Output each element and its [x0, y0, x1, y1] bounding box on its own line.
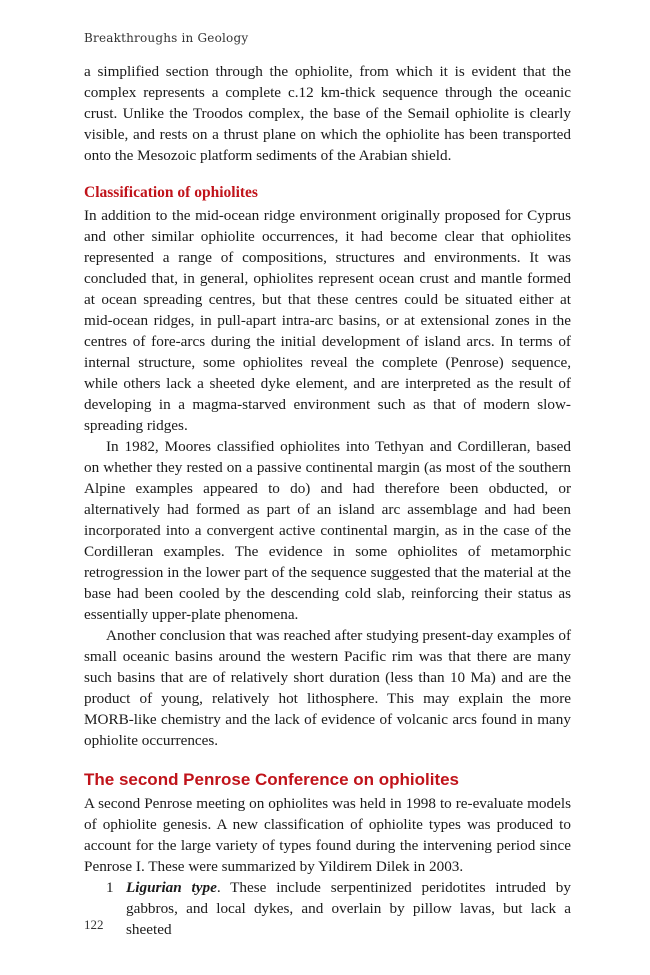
list-text: . These include serpentinized peridotites intruded by gabbros, and local dykes, and overlain by pillow lavas, but lack a sheeted [126, 879, 571, 938]
paragraph: Another conclusion that was reached after studying present-day examples of small oceanic basins around the western Pacific rim was that there are many such basins that are of relatively short duration (less than 10 Ma) and are the product of young, relatively hot lithosphere. This may explain the more MORB-like chemistry and the lack of evidence of volcanic arcs found in many ophiolite occurrences. [84, 627, 571, 749]
running-head: Breakthroughs in Geology [84, 31, 249, 45]
opening-paragraph: a simplified section through the ophiolite, from which it is evident that the complex represents a complete c.12 km-thick sequence through the oceanic crust. Unlike the Troodos complex, the base of the Semail ophiolite is clearly visible, and rests on a thrust plane on which the ophiolite has been transported onto the Mesozoic platform sediments of the Arabian shield. [84, 63, 571, 164]
page-number: 122 [84, 917, 104, 932]
paragraph: A second Penrose meeting on ophiolites was held in 1998 to re-evaluate models of ophiolite genesis. A new classification of ophiolite types was produced to account for the large variety of types found during the intervening period since Penrose I. These were summarized by Yildirem Dilek in 2003. [84, 795, 571, 875]
paragraph: In 1982, Moores classified ophiolites into Tethyan and Cordilleran, based on whether they rested on a passive continental margin (as most of the southern Alpine examples appeared to do) and had therefore been obducted, or alternatively had formed as part of an island arc assemblage and had been incorporated into a convergent active continental margin, as in the case of the Cordilleran examples. The evidence in some ophiolites of metamorphic retrogression in the lower part of the sequence suggested that the material at the base had been cooled by the descending cold slab, reinforcing their status as essentially upper-plate phenomena. [84, 438, 571, 623]
list-term: Ligurian type [126, 879, 217, 896]
subsection-heading: Classification of ophiolites [84, 184, 258, 201]
section-heading: The second Penrose Conference on ophiolites [84, 770, 460, 789]
list-item [84, 877, 571, 940]
paragraph: In addition to the mid-ocean ridge environment originally proposed for Cyprus and other similar ophiolite occurrences, it had become clear that ophiolites represented a range of compositions, structures and environments. It was concluded that, in general, ophiolites represent ocean crust and mantle formed at ocean spreading centres, but that these centres could be situated either at mid-ocean ridges, in pull-apart intra-arc basins, or at extensional zones in the centres of fore-arcs during the initial development of island arcs. In terms of internal structure, some ophiolites reveal the complete (Penrose) sequence, while others lack a sheeted dyke element, and are interpreted as the result of developing in a magma-starved environment such as that of modern slow-spreading ridges. [84, 207, 571, 434]
body-text [84, 61, 571, 940]
list-number: 1 [106, 879, 114, 896]
